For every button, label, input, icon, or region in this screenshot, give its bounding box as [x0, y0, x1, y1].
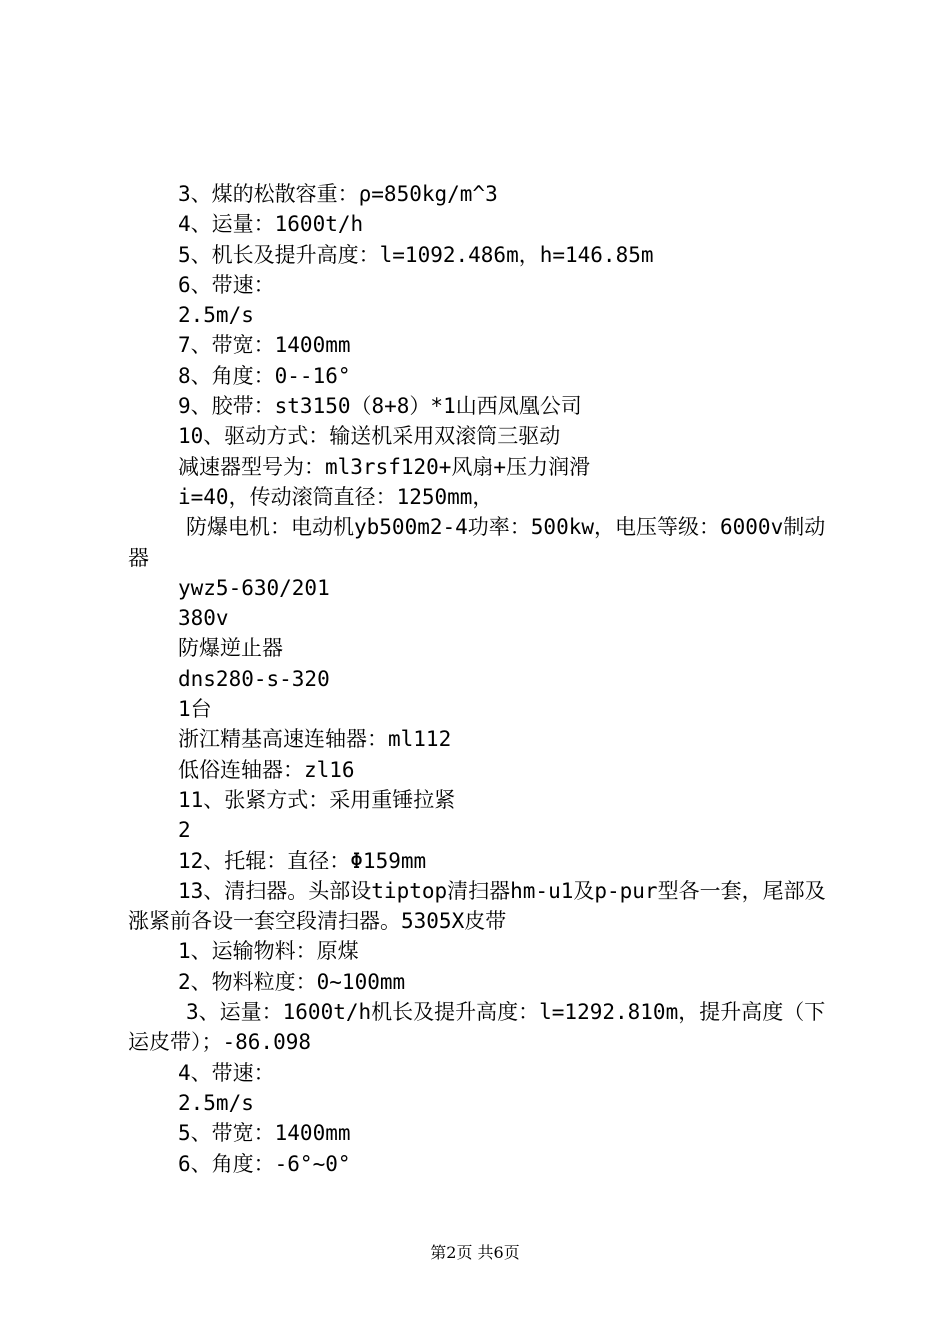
volume-paragraph: 3、运量：1600t/h机长及提升高度：l=1292.810m，提升高度（下运皮带）；-86.098: [128, 1000, 826, 1055]
motor-paragraph: 防爆电机：电动机yb500m2-4功率：500kw，电压等级：6000v制动器: [128, 515, 826, 570]
text-line: 1台: [178, 697, 212, 722]
text-line: 11、张紧方式：采用重锤拉紧: [178, 787, 456, 812]
text-line: 8、角度：0--16°: [178, 363, 351, 388]
text-line: 2.5m/s: [178, 1090, 254, 1115]
text-line: 5、带宽：1400mm: [178, 1121, 351, 1146]
text-line: 7、带宽：1400mm: [178, 333, 351, 358]
page-footer: 第2页 共6页: [430, 1243, 520, 1262]
text-line: 防爆逆止器: [178, 636, 283, 661]
text-line: 2: [178, 818, 191, 843]
text-line: i=40，传动滚筒直径：1250mm，: [178, 484, 494, 509]
text-line: 浙江精基高速连轴器：ml112: [178, 727, 452, 752]
text-line: 低俗连轴器：zl16: [178, 757, 355, 782]
text-line: 3、煤的松散容重：ρ=850kg/m^3: [178, 182, 498, 206]
text-line: 12、托辊：直径：Φ159mm: [178, 848, 427, 873]
text-line: 1、运输物料：原煤: [178, 939, 359, 964]
cleaner-paragraph: 13、清扫器。头部设tiptop清扫器hm-u1及p-pur型各一套，尾部及涨紧前各设一套空段清扫器。5305X皮带: [128, 878, 826, 934]
text-line: 4、运量：1600t/h: [178, 212, 364, 237]
text-line: 10、驱动方式：输送机采用双滚筒三驱动: [178, 424, 561, 449]
text-line: 2、物料粒度：0~100mm: [178, 969, 406, 994]
text-line: dns280-s-320: [178, 666, 330, 691]
text-line: 9、胶带：st3150（8+8）*1山西凤凰公司: [178, 394, 582, 419]
text-line: ywz5-630/201: [178, 575, 330, 600]
text-line: 5、机长及提升高度：l=1092.486m，h=146.85m: [178, 242, 654, 267]
text-line: 380v: [178, 606, 229, 631]
text-line: 6、带速：: [178, 272, 275, 297]
text-line: 减速器型号为：ml3rsf120+风扇+压力润滑: [178, 454, 591, 479]
text-line: 4、带速：: [178, 1060, 275, 1085]
text-line: 2.5m/s: [178, 303, 254, 328]
text-line: 6、角度：-6°~0°: [178, 1151, 351, 1176]
document-body: [128, 179, 830, 1179]
